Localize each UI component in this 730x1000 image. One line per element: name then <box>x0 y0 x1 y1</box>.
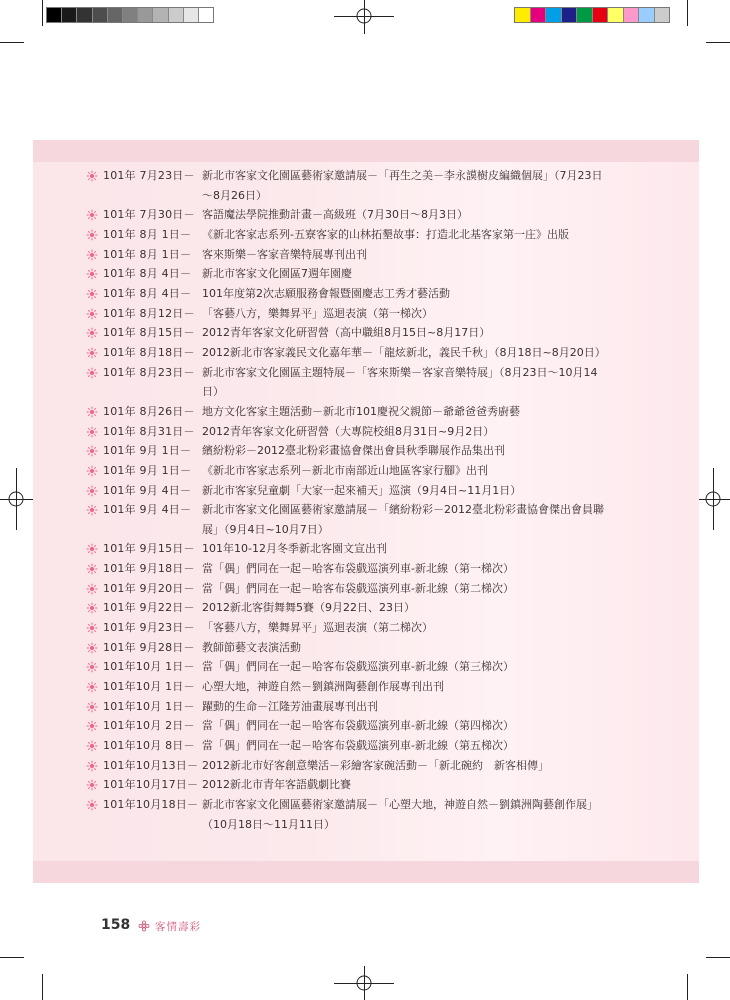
gray-calibration-bar <box>46 7 214 23</box>
event-description: 101年10-12月冬季新北客園文宣出刊 <box>202 542 387 556</box>
page-number: 158 <box>101 917 131 933</box>
color-swatch <box>639 8 655 22</box>
event-description: 地方文化客家主題活動－新北市101慶祝父親節－爺爺爸爸秀廚藝 <box>202 404 520 418</box>
event-date: 101年10月13日－ <box>103 758 199 772</box>
sun-flower-icon <box>86 559 103 579</box>
list-item <box>86 481 626 501</box>
list-item <box>86 225 626 245</box>
event-description: 2012新北客街舞舞5賽（9月22日、23日） <box>202 601 415 615</box>
list-item <box>86 657 626 677</box>
color-swatch <box>608 8 624 22</box>
sun-flower-icon <box>86 539 103 559</box>
registration-mark-icon <box>353 5 375 27</box>
event-description: 2012青年客家文化研習營（高中職組8月15日~8月17日） <box>202 326 491 340</box>
registration-mark-icon <box>702 488 724 510</box>
event-description: 新北市客家文化園區藝術家邀請展－「心塑大地，神遊自然－劉鎮洲陶藝創作展」（10月18日～11月11日） <box>202 798 598 831</box>
sun-flower-icon <box>86 304 103 324</box>
sun-flower-icon <box>86 697 103 717</box>
event-date: 101年 9月18日－ <box>103 562 195 576</box>
sun-flower-icon <box>86 323 103 343</box>
sun-flower-icon <box>86 795 103 815</box>
event-date: 101年 9月 1日－ <box>103 463 192 477</box>
list-item <box>86 363 626 402</box>
event-date: 101年 8月31日－ <box>103 424 195 438</box>
sun-flower-icon <box>86 402 103 422</box>
color-swatch <box>624 8 640 22</box>
event-date: 101年 8月 4日－ <box>103 286 192 300</box>
list-item <box>86 343 626 363</box>
sun-flower-icon <box>86 716 103 736</box>
event-description: 當「偶」們同在一起－哈客布袋戲巡演列車-新北線（第一梯次） <box>202 562 514 576</box>
sun-flower-icon <box>86 481 103 501</box>
list-item <box>86 205 626 225</box>
event-list <box>86 166 626 834</box>
event-date: 101年 9月 1日－ <box>103 444 192 458</box>
sun-flower-icon <box>86 736 103 756</box>
list-item <box>86 638 626 658</box>
sun-flower-icon <box>86 422 103 442</box>
event-description: 心塑大地，神遊自然－劉鎮洲陶藝創作展專刊出刊 <box>202 680 444 694</box>
gray-swatch <box>169 8 184 22</box>
event-description: 新北市客家兒童劇「大家一起來補天」巡演（9月4日~11月1日） <box>202 483 522 497</box>
event-description: 《新北市客家志系列－新北市南部近山地區客家行腳》出刊 <box>202 463 488 477</box>
event-description: 新北市客家文化園區7週年園慶 <box>202 267 352 281</box>
registration-mark-icon <box>5 488 27 510</box>
sun-flower-icon <box>86 756 103 776</box>
list-item <box>86 402 626 422</box>
list-item <box>86 677 626 697</box>
gray-swatch <box>77 8 92 22</box>
list-item <box>86 539 626 559</box>
event-date: 101年 9月15日－ <box>103 542 195 556</box>
event-description: 當「偶」們同在一起－哈客布袋戲巡演列車-新北線（第五梯次） <box>202 739 514 753</box>
section-title: 客情壽彩 <box>155 921 201 933</box>
event-date: 101年 8月12日－ <box>103 306 195 320</box>
list-item <box>86 559 626 579</box>
event-date: 101年 8月26日－ <box>103 404 195 418</box>
event-date: 101年 7月23日－ <box>103 169 195 182</box>
event-description: 當「偶」們同在一起－哈客布袋戲巡演列車-新北線（第四梯次） <box>202 719 514 733</box>
crop-mark <box>0 957 24 958</box>
event-date: 101年 9月20日－ <box>103 581 195 595</box>
event-description: 當「偶」們同在一起－哈客布袋戲巡演列車-新北線（第二梯次） <box>202 581 514 595</box>
gray-swatch <box>93 8 108 22</box>
list-item <box>86 736 626 756</box>
event-date: 101年 7月30日－ <box>103 208 195 222</box>
sun-flower-icon <box>86 205 103 225</box>
event-date: 101年10月 1日－ <box>103 680 195 694</box>
crop-mark <box>706 42 730 43</box>
list-item <box>86 461 626 481</box>
event-date: 101年 9月 4日－ <box>103 503 192 517</box>
crop-mark <box>687 974 688 1000</box>
flower-icon <box>138 920 150 932</box>
sun-flower-icon <box>86 284 103 304</box>
event-description: 客語魔法學院推動計畫－高級班（7月30日～8月3日） <box>202 208 468 222</box>
list-item <box>86 795 626 834</box>
sun-flower-icon <box>86 166 103 186</box>
list-item <box>86 775 626 795</box>
color-swatch <box>562 8 578 22</box>
list-item <box>86 422 626 442</box>
event-date: 101年 9月23日－ <box>103 621 195 635</box>
color-swatch <box>515 8 531 22</box>
event-date: 101年 9月28日－ <box>103 640 195 654</box>
event-date: 101年10月18日－ <box>103 798 199 811</box>
sun-flower-icon <box>86 598 103 618</box>
color-swatch <box>531 8 547 22</box>
sun-flower-icon <box>86 441 103 461</box>
sun-flower-icon <box>86 677 103 697</box>
event-description: 客來斯樂－客家音樂特展專刊出刊 <box>202 247 367 261</box>
color-swatch <box>577 8 593 22</box>
gray-swatch <box>62 8 77 22</box>
list-item <box>86 618 626 638</box>
event-description: 「客藝八方，樂舞昇平」巡迴表演（第一梯次） <box>202 306 433 320</box>
event-description: 2012新北市好客創意樂活－彩繪客家碗活動－「新北碗約 新客相傳」 <box>202 758 549 772</box>
event-description: 新北市客家文化園區藝術家邀請展－「再生之美－李永謨樹皮編織個展」（7月23日～8月26日） <box>202 169 603 202</box>
event-description: 2012青年客家文化研習營（大專院校組8月31日~9月2日） <box>202 424 495 438</box>
sun-flower-icon <box>86 343 103 363</box>
gray-swatch <box>138 8 153 22</box>
event-description: 躍動的生命－江隆芳油畫展專刊出刊 <box>202 699 378 713</box>
event-date: 101年 9月 4日－ <box>103 483 192 497</box>
gray-swatch <box>108 8 123 22</box>
list-item <box>86 500 626 539</box>
event-description: 新北市客家文化園區藝術家邀請展－「繽紛粉彩－2012臺北粉彩畫協會傑出會員聯展」（9月4日~10月7日） <box>202 503 604 536</box>
gray-swatch <box>47 8 62 22</box>
color-swatch <box>655 8 670 22</box>
event-date: 101年 8月23日－ <box>103 365 195 379</box>
sun-flower-icon <box>86 638 103 658</box>
sun-flower-icon <box>86 363 103 383</box>
list-item <box>86 245 626 265</box>
event-date: 101年10月 1日－ <box>103 660 195 674</box>
crop-mark <box>706 957 730 958</box>
gray-swatch <box>199 8 213 22</box>
event-date: 101年10月 1日－ <box>103 699 195 713</box>
list-item <box>86 598 626 618</box>
sun-flower-icon <box>86 657 103 677</box>
list-item <box>86 284 626 304</box>
event-date: 101年 8月18日－ <box>103 345 195 359</box>
list-item <box>86 441 626 461</box>
gray-swatch <box>123 8 138 22</box>
event-description: 101年度第2次志願服務會報暨園慶志工秀才藝活動 <box>202 286 450 300</box>
crop-mark <box>42 974 43 1000</box>
list-item <box>86 756 626 776</box>
list-item <box>86 579 626 599</box>
event-description: 2012新北市客家義民文化嘉年華－「龍炫新北，義民千秋」（8月18日~8月20日） <box>202 345 606 359</box>
event-date: 101年 8月 1日－ <box>103 247 192 261</box>
event-date: 101年 8月 4日－ <box>103 267 192 281</box>
event-description: 教師節藝文表演活動 <box>202 640 301 654</box>
list-item <box>86 716 626 736</box>
event-date: 101年10月 8日－ <box>103 739 195 753</box>
sun-flower-icon <box>86 461 103 481</box>
list-item <box>86 697 626 717</box>
sun-flower-icon <box>86 579 103 599</box>
event-description: 「客藝八方，樂舞昇平」巡迴表演（第二梯次） <box>202 621 433 635</box>
sun-flower-icon <box>86 500 103 520</box>
list-item <box>86 166 626 205</box>
sun-flower-icon <box>86 264 103 284</box>
gray-swatch <box>184 8 199 22</box>
gray-swatch <box>153 8 168 22</box>
crop-mark <box>42 0 43 26</box>
color-calibration-bar <box>514 7 670 23</box>
registration-mark-icon <box>353 972 375 994</box>
event-date: 101年10月17日－ <box>103 778 199 792</box>
event-description: 繽紛粉彩－2012臺北粉彩畫協會傑出會員秋季聯展作品集出刊 <box>202 444 505 458</box>
list-item <box>86 304 626 324</box>
color-swatch <box>593 8 609 22</box>
event-description: 《新北客家志系列-五寮客家的山林拓墾故事：打造北北基客家第一庄》出版 <box>202 227 569 241</box>
event-date: 101年10月 2日－ <box>103 719 195 733</box>
crop-mark <box>0 42 24 43</box>
event-description: 新北市客家文化園區主題特展－「客來斯樂－客家音樂特展」（8月23日～10月14日） <box>202 365 598 399</box>
sun-flower-icon <box>86 225 103 245</box>
list-item <box>86 323 626 343</box>
event-date: 101年 8月15日－ <box>103 326 195 340</box>
sun-flower-icon <box>86 245 103 265</box>
sun-flower-icon <box>86 618 103 638</box>
crop-mark <box>687 0 688 26</box>
event-description: 2012新北市青年客語戲劇比賽 <box>202 778 351 792</box>
event-date: 101年 8月 1日－ <box>103 227 192 241</box>
event-description: 當「偶」們同在一起－哈客布袋戲巡演列車-新北線（第三梯次） <box>202 660 514 674</box>
list-item <box>86 264 626 284</box>
color-swatch <box>546 8 562 22</box>
sun-flower-icon <box>86 775 103 795</box>
event-date: 101年 9月22日－ <box>103 601 195 615</box>
